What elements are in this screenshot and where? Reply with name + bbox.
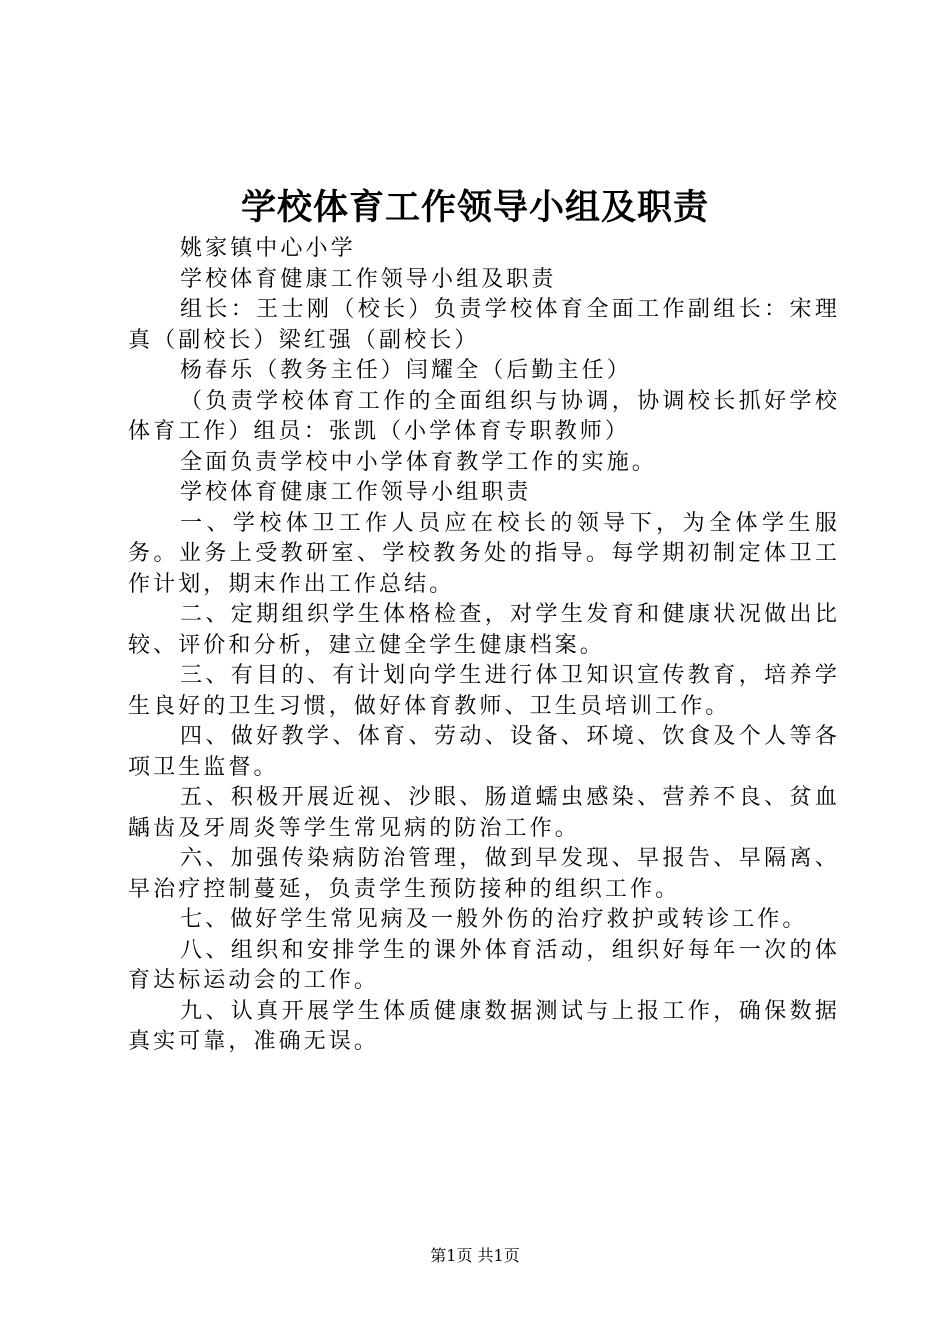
document-body (128, 234, 840, 1058)
page-total: 共1页 (477, 1246, 520, 1265)
duty-item: 一、学校体卫工作人员应在校长的领导下，为全体学生服务。业务上受教研室、学校教务处的指导。每学期初制定体卫工作计划，期末作出工作总结。 (128, 510, 840, 597)
duty-item: 七、做好学生常见病及一般外伤的治疗救护或转诊工作。 (180, 907, 808, 932)
implementation-paragraph: 全面负责学校中小学体育教学工作的实施。 (180, 449, 657, 475)
school-name: 姚家镇中心小学 (180, 236, 356, 261)
duty-item: 八、组织和安排学生的课外体育活动，组织好每年一次的体育达标运动会的工作。 (128, 937, 840, 993)
section-heading: 学校体育健康工作领导小组及职责 (180, 266, 557, 292)
duty-item: 九、认真开展学生体质健康数据测试与上报工作，确保数据真实可靠，准确无误。 (128, 998, 840, 1054)
document-title: 学校体育工作领导小组及职责 (240, 188, 709, 228)
coordination-paragraph: （负责学校体育工作的全面组织与协调，协调校长抓好学校体育工作）组员：张凯（小学体育专职教师） (128, 388, 840, 444)
duty-item: 六、加强传染病防治管理，做到早发现、早报告、早隔离、早治疗控制蔓延，负责学生预防接种的组织工作。 (128, 846, 840, 902)
page-footer (0, 1244, 950, 1268)
members-paragraph: 杨春乐（教务主任）闫耀全（后勤主任） (180, 358, 632, 383)
duty-item: 二、定期组织学生体格检查，对学生发育和健康状况做出比较、评价和分析，建立健全学生健康档案。 (128, 602, 840, 658)
duty-item: 三、有目的、有计划向学生进行体卫知识宣传教育，培养学生良好的卫生习惯，做好体育教师、卫生员培训工作。 (128, 663, 840, 719)
page-number: 第1页 (430, 1246, 473, 1265)
duty-item: 四、做好教学、体育、劳动、设备、环境、饮食及个人等各项卫生监督。 (128, 724, 840, 780)
duties-heading: 学校体育健康工作领导小组职责 (180, 480, 532, 505)
duty-item: 五、积极开展近视、沙眼、肠道蠕虫感染、营养不良、贫血龋齿及牙周炎等学生常见病的防治工作。 (128, 785, 840, 841)
leader-paragraph: 组长：王士刚（校长）负责学校体育全面工作副组长：宋理真（副校长）梁红强（副校长） (128, 297, 840, 353)
